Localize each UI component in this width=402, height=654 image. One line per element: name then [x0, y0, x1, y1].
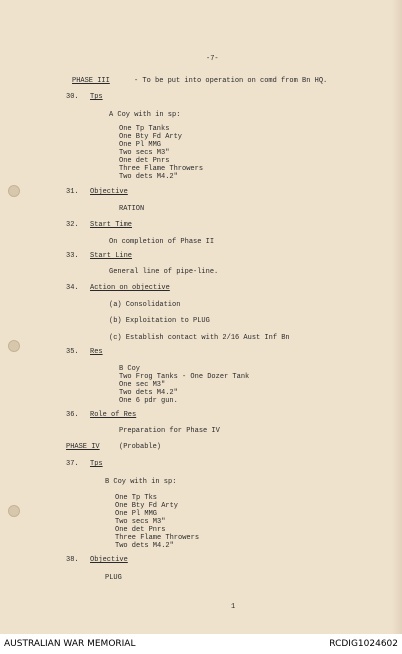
para-30-number: 30.: [66, 93, 79, 101]
list-item: Two dets M4.2": [119, 389, 178, 397]
list-item: One sec M3": [119, 381, 166, 389]
list-item: One det Pnrs: [115, 526, 166, 534]
bottom-mark: 1: [231, 603, 236, 611]
list-item: (b) Exploitation to PLUG: [109, 317, 210, 325]
footer-source: AUSTRALIAN WAR MEMORIAL: [4, 639, 136, 649]
list-item: One det Pnrs: [119, 157, 170, 165]
para-33-number: 33.: [66, 252, 79, 260]
para-34-number: 34.: [66, 284, 79, 292]
list-item: One Tp Tanks: [119, 125, 170, 133]
punch-hole: [8, 340, 20, 352]
para-33-text: General line of pipe-line.: [109, 268, 219, 276]
list-item: One Pl MMG: [119, 141, 162, 149]
para-36-title: Role of Res: [90, 411, 137, 419]
footer-id: RCDIG1024602: [329, 639, 398, 649]
list-item: Three Flame Throwers: [119, 165, 204, 173]
para-38-text: PLUG: [105, 574, 122, 582]
punch-hole: [8, 505, 20, 517]
list-item: (a) Consolidation: [109, 301, 181, 309]
page-edge-shadow: [392, 0, 402, 634]
para-36-number: 36.: [66, 411, 79, 419]
phase-iii-text: - To be put into operation on comd from Bn HQ.: [134, 77, 328, 85]
para-38-number: 38.: [66, 556, 79, 564]
para-30-intro: A Coy with in sp:: [109, 111, 181, 119]
list-item: (c) Establish contact with 2/16 Aust Inf Bn: [109, 334, 290, 342]
phase-iii-label: PHASE III: [72, 77, 110, 85]
para-38-title: Objective: [90, 556, 128, 564]
list-item: One Pl MMG: [115, 510, 158, 518]
para-32-text: On completion of Phase II: [109, 238, 215, 246]
phase-iv-label: PHASE IV: [66, 443, 100, 451]
list-item: One 6 pdr gun.: [119, 397, 178, 405]
para-35-number: 35.: [66, 348, 79, 356]
para-37-number: 37.: [66, 460, 79, 468]
list-item: One Tp Tks: [115, 494, 158, 502]
list-item: Two dets M4.2": [115, 542, 174, 550]
list-item: B Coy: [119, 365, 141, 373]
list-item: Three Flame Throwers: [115, 534, 200, 542]
list-item: One Bty Fd Arty: [115, 502, 179, 510]
punch-hole: [8, 185, 20, 197]
para-32-number: 32.: [66, 221, 79, 229]
list-item: Two Frog Tanks - One Dozer Tank: [119, 373, 250, 381]
para-31-number: 31.: [66, 188, 79, 196]
list-item: Two dets M4.2": [119, 173, 178, 181]
para-37-intro: B Coy with in sp:: [105, 478, 177, 486]
para-35-title: Res: [90, 348, 103, 356]
phase-iv-text: (Probable): [119, 443, 162, 451]
list-item: Two secs M3": [115, 518, 166, 526]
para-37-title: Tps: [90, 460, 103, 468]
para-33-title: Start Line: [90, 252, 133, 260]
page-number: -7-: [206, 55, 219, 63]
para-32-title: Start Time: [90, 221, 133, 229]
list-item: Two secs M3": [119, 149, 170, 157]
list-item: One Bty Fd Arty: [119, 133, 183, 141]
para-36-text: Preparation for Phase IV: [119, 427, 220, 435]
para-31-text: RATION: [119, 205, 145, 213]
para-34-title: Action on objective: [90, 284, 170, 292]
para-31-title: Objective: [90, 188, 128, 196]
para-30-title: Tps: [90, 93, 103, 101]
archive-footer: [0, 634, 402, 654]
